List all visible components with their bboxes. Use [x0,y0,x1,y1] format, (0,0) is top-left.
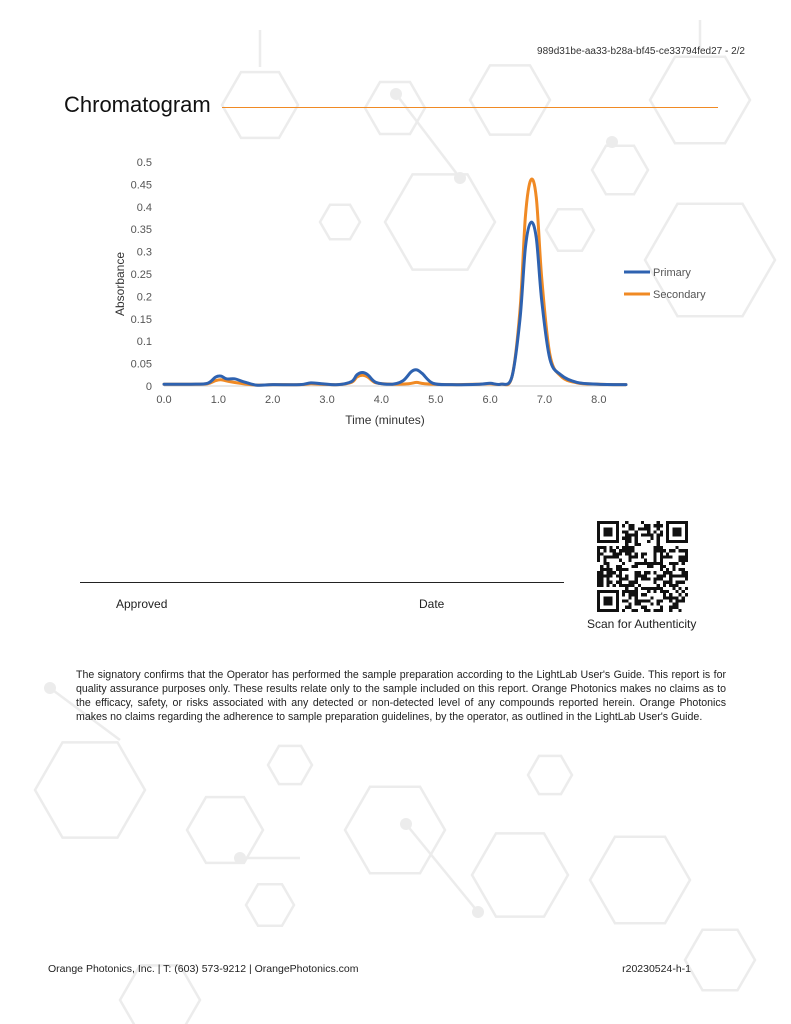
x-axis-label: Time (minutes) [345,413,425,427]
background-node [606,136,618,148]
y-tick-label: 0.45 [130,179,152,192]
x-tick-label: 5.0 [428,394,444,406]
y-tick-label: 0.3 [136,246,152,259]
x-tick-label: 1.0 [210,394,227,406]
background-hexagon [528,756,572,794]
footer-company: Orange Photonics, Inc. | T: (603) 573-9212 | OrangePhotonics.com [48,963,359,975]
footer-revision: r20230524-h-1 [622,963,691,975]
disclaimer-text: The signatory confirms that the Operator has performed the sample preparation according to the LightLab User's Guide. This report is for quality assurance purposes only. These results relate only to the sample included on this report. Orange Photonics makes no claims as to the efficacy, safety, or risks associated with any detected or non-detected level of any compounds reported herein. Orange Photonics makes no claims regarding the adherence to sample preparation guidelines, by the operator, as outlined in the LightLab User's Guide. [76,669,726,723]
x-tick-label: 3.0 [319,394,335,406]
series-line-secondary [164,179,626,385]
signature-line [80,582,564,583]
x-tick-label: 7.0 [536,394,553,406]
y-axis-label: Absorbance [113,251,127,317]
title-underline [222,107,718,108]
date-label: Date [419,597,445,611]
background-hexagon [222,72,298,138]
y-tick-label: 0.15 [130,313,152,326]
background-hexagon [472,833,568,916]
section-title: Chromatogram [64,92,211,117]
legend-label-primary: Primary [653,267,691,279]
x-tick-label: 2.0 [265,394,281,406]
y-tick-label: 0.1 [136,336,152,349]
series-line-primary [164,222,626,385]
approved-label: Approved [116,597,168,611]
document-id: 989d31be-aa33-b28a-bf45-ce33794fed27 - 2/2 [537,46,745,57]
background-hexagon [187,797,263,863]
background-hexagon [650,57,750,144]
background-hexagon [35,742,145,837]
background-hexagon [268,746,312,784]
background-hexagon [345,787,445,874]
y-tick-label: 0.4 [136,201,152,214]
background-hexagon [590,837,690,924]
x-tick-label: 0.0 [156,394,172,406]
chromatogram-chart [100,148,720,438]
background-hexagon [470,65,550,134]
background-hexagon [246,884,294,926]
y-tick-label: 0.2 [136,291,152,304]
y-tick-label: 0.5 [136,157,152,169]
y-tick-label: 0.35 [130,224,152,237]
x-tick-label: 6.0 [482,394,498,406]
background-hexagon [685,930,755,991]
qr-caption: Scan for Authenticity [587,617,697,631]
legend-label-secondary: Secondary [653,289,706,301]
y-tick-label: 0.05 [130,358,152,371]
y-tick-label: 0 [145,381,152,393]
x-tick-label: 8.0 [591,394,607,406]
y-tick-label: 0.25 [130,269,152,281]
x-tick-label: 4.0 [373,394,390,406]
qr-code[interactable] [597,521,688,612]
